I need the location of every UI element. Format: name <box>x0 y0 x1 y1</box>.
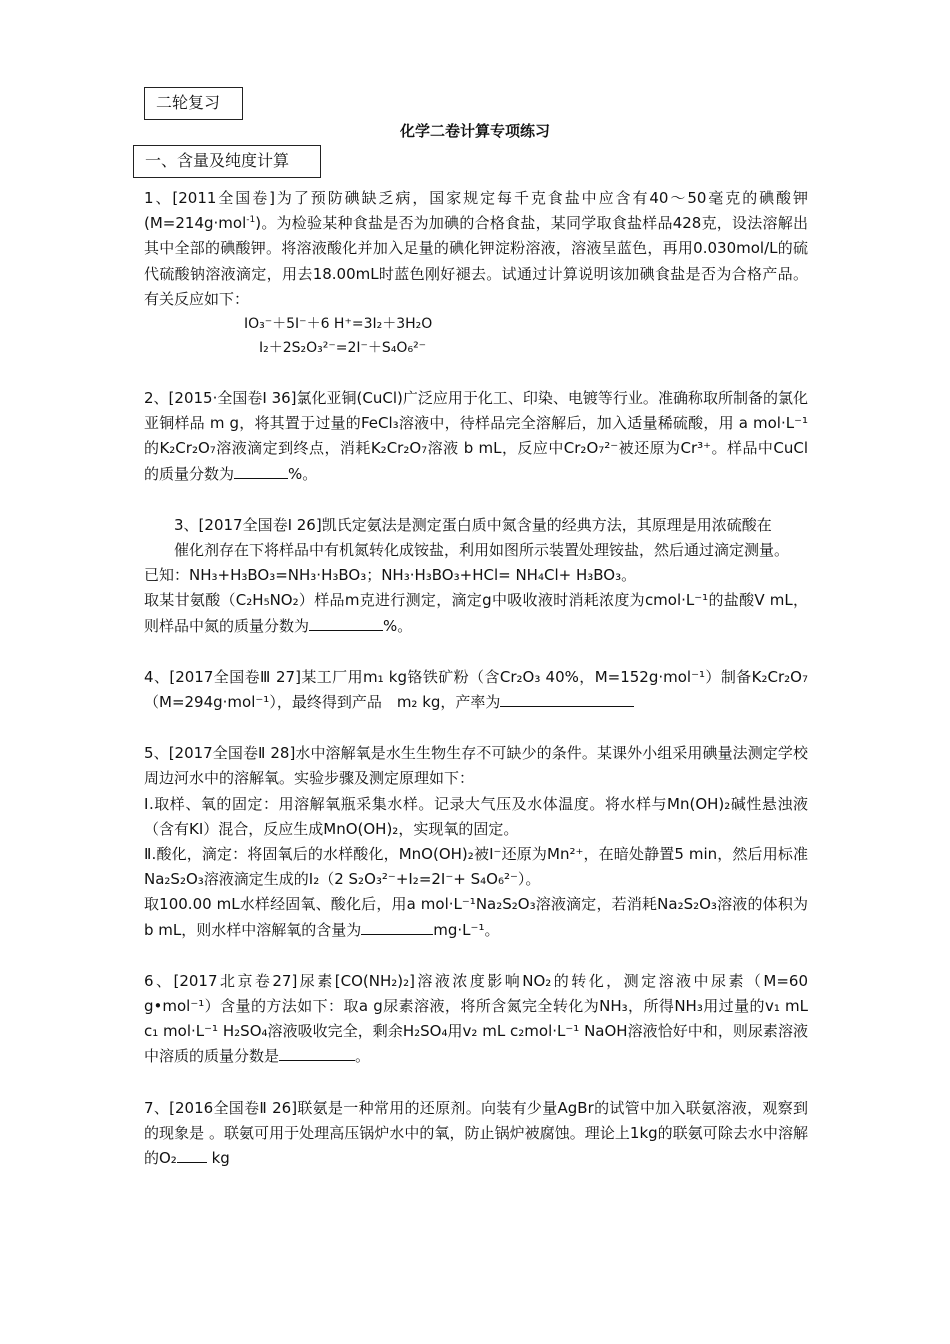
question-1 <box>144 186 808 312</box>
q1-equation-1: IO₃⁻＋5I⁻＋6 H⁺=3I₂＋3H₂O <box>244 316 433 333</box>
question-4 <box>144 665 808 715</box>
review-tag-box <box>144 87 243 120</box>
question-5-intro: 5、[2017全国卷Ⅱ 28]水中溶解氧是水生生物生存不可缺少的条件。某课外小组采用碘量法测定学校周边河水中的溶解氧。实验步骤及测定原理如下： <box>144 744 808 788</box>
document-title: 化学二卷计算专项练习 <box>399 122 550 140</box>
q5-answer-blank[interactable] <box>361 920 433 935</box>
q1-text-b: )。为检验某种食盐是否为加碘的合格食盐，某同学取食盐样品428克，设法溶解出其中全部的碘酸钾。将溶液酸化并加入足量的碘化钾淀粉溶液，溶液呈蓝色，再用0.030mol/L的硫代硫酸钠溶液滴定，用去18.00mL时蓝色刚好褪去。试通过计算说明该加碘食盐是否为合格产品。有关反应如下： <box>144 214 808 308</box>
q2-tail: %。 <box>288 464 318 483</box>
question-3-ask <box>144 588 808 638</box>
q3-answer-blank[interactable] <box>309 616 383 631</box>
q6-answer-blank[interactable] <box>279 1046 355 1061</box>
question-3-line-1: 3、[2017全国卷Ⅰ 26]凯氏定氨法是测定蛋白质中氮含量的经典方法，其原理是用浓硫酸在 <box>174 515 772 534</box>
q3-known: 已知：NH₃+H₃BO₃=NH₃·H₃BO₃；NH₃·H₃BO₃+HCl= NH₄Cl+ H₃BO₃。 <box>144 566 637 585</box>
q7-answer-blank[interactable] <box>177 1148 207 1163</box>
q1-sup: -1 <box>246 215 256 226</box>
q2-text: 2、[2015·全国卷Ⅰ 36]氯化亚铜(CuCl)广泛应用于化工、印染、电镀等行业。准确称取所制备的氯化亚铜样品 m g，将其置于过量的FeCl₃溶液中，待样品完全溶解后，加入适量稀硫酸，用 a mol·L⁻¹的K₂Cr₂O₇溶液滴定到终点，消耗K₂Cr₂O₇溶液 b mL，反应中Cr₂O₇²⁻被还原为Cr³⁺。样品中CuCl的质量分数为 <box>144 389 808 483</box>
q1-equation-2: I₂＋2S₂O₃²⁻=2I⁻＋S₄O₆²⁻ <box>259 340 427 357</box>
question-2 <box>144 386 808 487</box>
section-heading: 一、含量及纯度计算 <box>145 151 290 170</box>
q5-tail: mg·L⁻¹。 <box>433 920 500 939</box>
q7-text: 7、[2016全国卷Ⅱ 26]联氨是一种常用的还原剂。向装有少量AgBr的试管中加入联氨溶液，观察到的现象是 。联氨可用于处理高压锅炉水中的氧，防止锅炉被腐蚀。理论上1kg的联氨可除去水中溶解的O₂ <box>144 1098 808 1168</box>
q6-text: 6、[2017北京卷27]尿素[CO(NH₂)₂]溶液浓度影响NO₂的转化，测定溶液中尿素（M=60 g•mol⁻¹）含量的方法如下：取a g尿素溶液，将所含氮完全转化为NH₃，所得NH₃用过量的v₁ mL c₁ mol·L⁻¹ H₂SO₄溶液吸收完全，剩余H₂SO₄用v₂ mL c₂mol·L⁻¹ NaOH溶液恰好中和，则尿素溶液中溶质的质量分数是 <box>144 971 808 1066</box>
q7-tail: kg <box>206 1149 230 1168</box>
question-6 <box>144 969 808 1070</box>
q3-text: 取某甘氨酸（C₂H₅NO₂）样品m克进行测定，滴定g中吸收液时消耗浓度为cmol·L⁻¹的盐酸V mL，则样品中氮的质量分数为 <box>144 591 808 635</box>
questions <box>144 186 808 1171</box>
section-heading-box <box>133 145 321 178</box>
q6-tail: 。 <box>355 1047 371 1066</box>
q4-answer-blank[interactable] <box>500 692 634 707</box>
question-7 <box>144 1096 808 1172</box>
q5-step-2: Ⅱ.酸化，滴定：将固氧后的水样酸化，MnO(OH)₂被I⁻还原为Mn²⁺，在暗处静置5 min，然后用标准Na₂S₂O₃溶液滴定生成的I₂（2 S₂O₃²⁻+I₂=2I⁻+ S₄O₆²⁻）。 <box>144 845 808 889</box>
question-3-line-2: 催化剂存在下将样品中有机氮转化成铵盐，利用如图所示装置处理铵盐，然后通过滴定测量。 <box>174 541 790 560</box>
review-tag: 二轮复习 <box>156 93 221 112</box>
q5-text: 取100.00 mL水样经固氧、酸化后，用a mol·L⁻¹Na₂S₂O₃溶液滴定，若消耗Na₂S₂O₃溶液的体积为b mL，则水样中溶解氧的含量为 <box>144 895 808 939</box>
q3-tail: %。 <box>383 616 413 635</box>
q1-text-a: 1、[2011全国卷]为了预防碘缺乏病，国家规定每千克食盐中应含有40～50毫克的碘酸钾(M=214g·mol <box>144 189 808 233</box>
q4-text: 4、[2017全国卷Ⅲ 27]某工厂用m₁ kg铬铁矿粉（含Cr₂O₃ 40%，M=152g·mol⁻¹）制备K₂Cr₂O₇（M=294g·mol⁻¹），最终得到产品 m₂ kg，产率为 <box>144 667 808 712</box>
q2-answer-blank[interactable] <box>234 464 288 479</box>
question-5-ask <box>144 892 808 942</box>
q5-step-1: Ⅰ.取样、氧的固定：用溶解氧瓶采集水样。记录大气压及水体温度。将水样与Mn(OH)₂碱性悬浊液（含有KI）混合，反应生成MnO(OH)₂，实现氧的固定。 <box>144 794 808 838</box>
